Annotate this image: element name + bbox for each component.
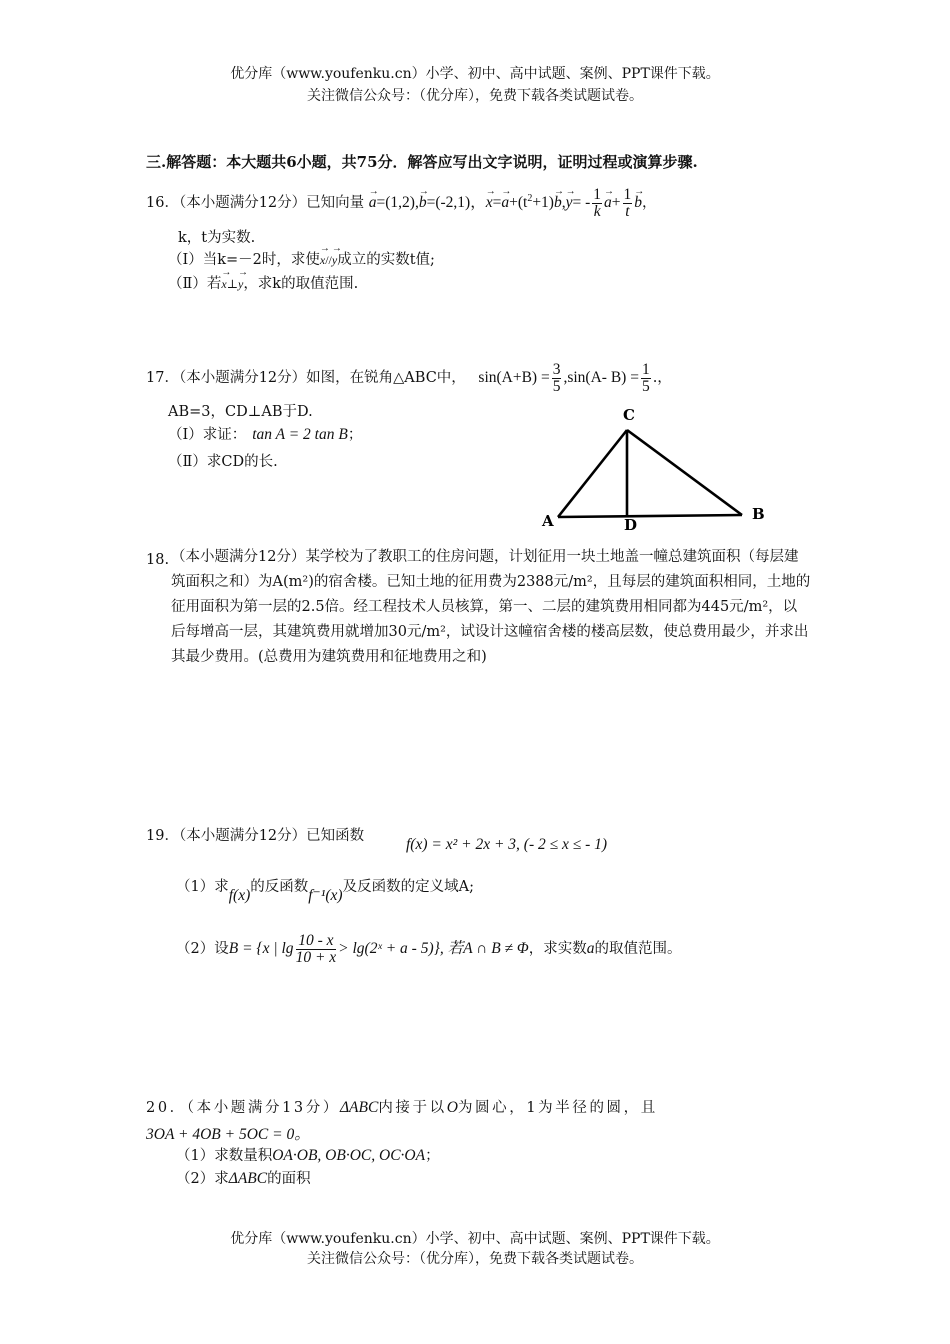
vec-b: → b <box>419 192 427 214</box>
q17-intro: 17．（本小题满分12分）如图，在锐角△ABC中， <box>146 370 466 387</box>
perp-symbol: ⊥ <box>226 277 238 291</box>
tan-equation: tan A = 2 tan B <box>252 426 348 443</box>
q19-part-1 <box>176 876 474 904</box>
q20-part-1 <box>176 1145 440 1167</box>
frac1-denominator: k <box>593 203 601 220</box>
q17-part-2: （Ⅱ）求CD的长. <box>168 454 278 470</box>
y-vec-b: → b <box>634 192 642 214</box>
q17-p1-tail: ； <box>347 427 363 443</box>
q19-p2-tail: 的取值范围。 <box>594 941 682 958</box>
q19-line-1: 19．（本小题满分12分）已知函数 <box>146 828 365 844</box>
side-ab <box>558 515 742 517</box>
q18-number: 18. <box>146 552 170 568</box>
header-line-2: 关注微信公众号：（优分库），免费下载各类试题试卷。 <box>307 88 643 104</box>
dot-products: OA·OB, OB·OC, OC·OA <box>272 1147 426 1164</box>
y-eq: = - <box>572 194 591 212</box>
triangle-abc: ΔABC <box>339 1099 379 1116</box>
f-of-x: f(x) <box>228 887 251 904</box>
f2-numerator: 1 <box>641 361 650 378</box>
q17-tail: .， <box>652 370 672 387</box>
q20-text-2: 为圆心，1为半径的圆，且 <box>457 1100 658 1116</box>
fraction-3-5 <box>552 362 562 395</box>
footer-line-1: 优分库（www.youfenku.cn）小学、初中、高中试题、案例、PPT课件下载。 <box>230 1231 720 1247</box>
vec-a-value: =(1,2), <box>376 194 419 212</box>
sin-comma: , <box>563 369 568 387</box>
q19-p2-text: （2）设 <box>176 941 229 958</box>
q17-line-1 <box>146 362 672 395</box>
p2-vec-x: → x <box>221 273 226 295</box>
q17-p1-text: （Ⅰ）求证： <box>168 427 247 443</box>
label-c: C <box>623 406 635 424</box>
x-exponent: 2 <box>527 192 533 204</box>
q20-intro: 20．（本小题满分13分） <box>146 1100 340 1116</box>
p1-vec-x: → x <box>320 249 325 271</box>
q20-p2-text: （2）求 <box>176 1171 229 1187</box>
fraction-1-over-k <box>592 187 602 220</box>
x-vec-b: → b <box>554 192 562 214</box>
q16-line-1 <box>146 187 657 220</box>
q16-p2-tail: ，求k的取值范围. <box>243 276 359 292</box>
label-a: A <box>542 512 554 530</box>
p2-vec-y: → y <box>238 273 243 295</box>
f-inverse: f⁻¹(x) <box>308 887 343 904</box>
triangle-abc-2: ΔABC <box>228 1170 268 1187</box>
label-d: D <box>624 516 638 534</box>
q19-p1-mid: 的反函数 <box>250 879 309 895</box>
q19-part-2 <box>176 933 681 966</box>
q20-part-2 <box>176 1168 311 1190</box>
lg-numerator: 10 - x <box>296 933 337 950</box>
frac2-denominator: t <box>625 203 630 220</box>
q19-p2-mid: ，求实数 <box>528 941 587 958</box>
q16-intro: 16．（本小题满分12分）已知向量 <box>146 195 365 212</box>
q19-p1-text: （1）求 <box>176 879 229 895</box>
var-a: a <box>586 940 595 958</box>
fraction-lg <box>296 933 337 966</box>
side-ac <box>558 430 627 517</box>
q20-line-1 <box>146 1097 658 1119</box>
vec-b-value: =(-2,1)， <box>426 194 486 212</box>
x-vec-a: → a <box>501 192 509 214</box>
q17-part-1 <box>168 424 362 446</box>
q16-p1-tail: 成立的实数t值; <box>337 252 435 268</box>
q16-tail: ， <box>642 195 657 212</box>
x-eq: = <box>492 194 502 212</box>
q16-part-1 <box>168 249 435 271</box>
center-o: O <box>446 1099 458 1116</box>
f1-denominator: 5 <box>552 378 561 395</box>
fraction-1-5 <box>641 362 651 395</box>
lg-denominator: 10 + x <box>295 949 337 966</box>
q20-p2-tail: 的面积 <box>267 1171 311 1187</box>
q17-line-2: AB=3，CD⊥AB于D. <box>168 404 313 420</box>
sin-diff: sin(A- B) = <box>567 369 639 387</box>
q18-text: （本小题满分12分）某学校为了教职工的住房问题，计划征用一块土地盖一幢总建筑面积（每层建筑面积之和）为A(m²)的宿舍楼。已知土地的征用费为2388元/m²，且每层的建筑面积相同，土地的征用面积为第一层的2.5倍。经工程技术人员核算，第一、二层的建筑费用相同都为445元/m²，以后每增高一层，其建筑费用就增加30元/m²，试设计这幢宿舍楼的楼高层数，使总费用最少，并求出其最少费用。(总费用为建筑费用和征地费用之和) <box>171 549 811 665</box>
y-vec-a: → a <box>604 192 612 214</box>
q16-line-2: k，t为实数. <box>178 230 256 246</box>
set-b-rest: > lg(2ˣ + a - 5)}, 若A ∩ B ≠ Φ <box>338 940 529 958</box>
q20-p1-tail: ； <box>425 1148 440 1164</box>
side-cb <box>627 430 742 515</box>
x-comma: , <box>561 194 566 212</box>
q16-part-2 <box>168 273 358 295</box>
q16-p2-text: （Ⅱ）若 <box>168 276 222 292</box>
q20-p1-text: （1）求数量积 <box>176 1148 273 1164</box>
set-b-start: B = {x | lg <box>228 940 294 958</box>
f1-numerator: 3 <box>552 361 561 378</box>
header-line-1: 优分库（www.youfenku.cn）小学、初中、高中试题、案例、PPT课件下载。 <box>230 66 720 82</box>
frac1-numerator: 1 <box>593 186 602 203</box>
parallel-symbol: // <box>325 253 332 267</box>
p1-vec-y: → y <box>332 249 337 271</box>
x-t-part: +(t <box>509 194 528 212</box>
q20-text-1: 内接于以 <box>378 1100 447 1116</box>
fraction-1-over-t <box>623 187 633 220</box>
x-plus-one: +1) <box>532 194 554 212</box>
q19-p1-tail: 及反函数的定义域A; <box>342 879 474 895</box>
y-plus: + <box>611 194 621 212</box>
f2-denominator: 5 <box>641 378 650 395</box>
footer-line-2: 关注微信公众号：（优分库），免费下载各类试题试卷。 <box>307 1251 643 1267</box>
q16-p1-text: （Ⅰ）当k=－2时，求使 <box>168 252 320 268</box>
label-b: B <box>752 505 765 523</box>
triangle-figure <box>530 400 780 535</box>
frac2-numerator: 1 <box>623 186 632 203</box>
vec-a: → a <box>369 192 377 214</box>
sin-sum: sin(A+B) = <box>478 369 550 387</box>
vec-y: → y <box>566 192 573 214</box>
section-title: 三.解答题：本大题共6小题，共75分．解答应写出文字说明，证明过程或演算步骤. <box>146 153 698 171</box>
vec-x: → x <box>486 192 493 214</box>
q19-function: f(x) = x² + 2x + 3, (- 2 ≤ x ≤ - 1) <box>406 836 608 853</box>
q20-vector-equation: 3OA + 4OB + 5OC = 0。 <box>146 1126 310 1143</box>
